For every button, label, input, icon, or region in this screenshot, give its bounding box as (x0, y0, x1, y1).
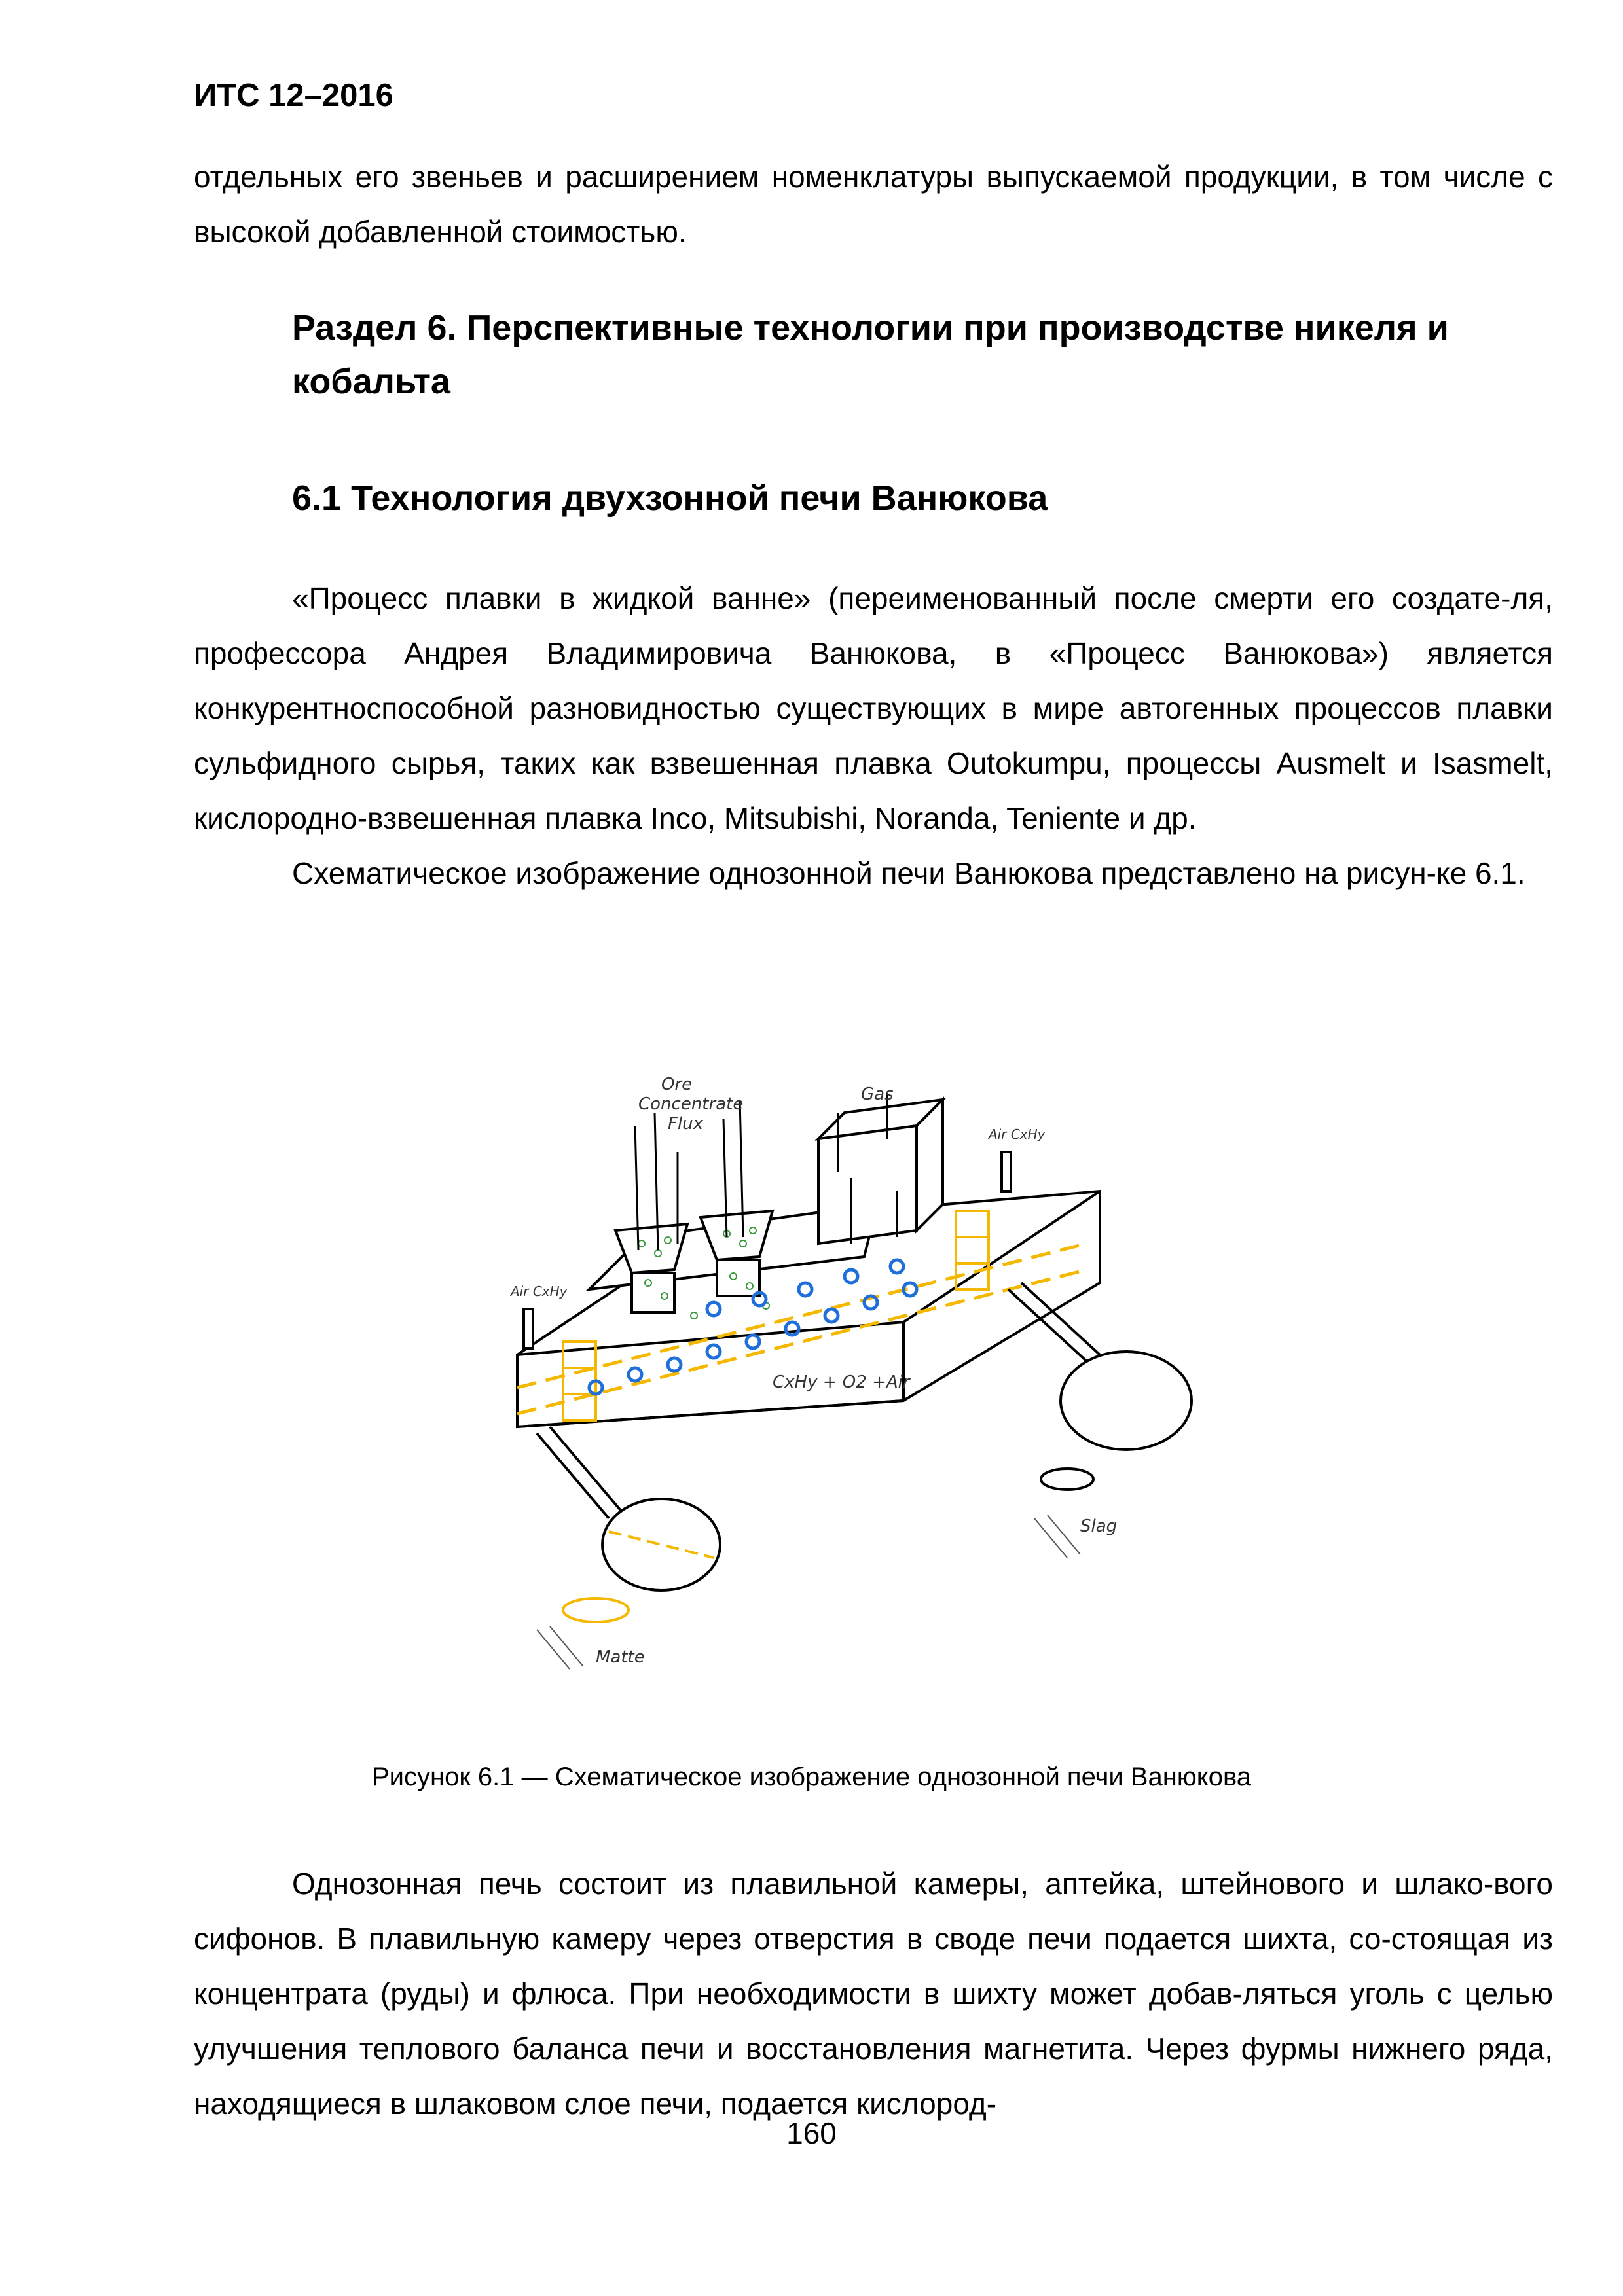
document-code-header: ИТС 12–2016 (194, 78, 393, 113)
label-air-fuel-right: Air CxHy (989, 1126, 1046, 1142)
furnace-schematic-figure (498, 1008, 1244, 1721)
paragraph-furnace-structure: Однозонная печь состоит из плавильной камеры, аптейка, штейнового и шлако-вого сифонов. В плавильную камеру через отверстия в своде печи подается шихта, со-стоящая из концентрата (руды) и флюса. При необходимости в шихту может добав-ляться уголь с целью улучшения теплового баланса печи и восстановления магнетита. Через фурмы нижнего ряда, находящиеся в шлаковом слое печи, подается кислород- (194, 1867, 1553, 2121)
label-gas: Gas (861, 1085, 894, 1104)
slag-ladle (1041, 1352, 1192, 1490)
matte-ladle (563, 1499, 720, 1622)
figure-caption: Рисунок 6.1 — Схематическое изображение однозонной печи Ванюкова (371, 1763, 1252, 1791)
label-flux: Flux (668, 1114, 704, 1134)
label-concentrate: Concentrate (638, 1094, 744, 1114)
label-slag: Slag (1080, 1516, 1118, 1536)
label-matte: Matte (596, 1647, 645, 1667)
subsection-title: 6.1 Технология двухзонной печи Ванюкова (292, 478, 1048, 518)
intro-paragraph: отдельных его звеньев и расширением номенклатуры выпускаемой продукции, в том числе с высокой добавленной стоимостью. (194, 160, 1553, 249)
label-tuyere-formula: CxHy + O2 +Air (773, 1372, 910, 1392)
page-number: 160 (786, 2116, 837, 2150)
section-title: Раздел 6. Перспективные технологии при производстве никеля и кобальта (292, 308, 1449, 401)
paragraph-process-description: «Процесс плавки в жидкой ванне» (переименованный после смерти его создате-ля, профессора Андрея Владимировича Ванюкова, в «Процесс Ванюкова») является конкурентноспособной разновидностью существующих в мире автогенных процессов плавки сульфидного сырья, таких как взвешенная плавка Outokumpu, процессы Ausmelt и Isasmelt, кислородно-взвешенная плавка Inco, Mitsubishi, Noranda, Teniente и др. (194, 581, 1553, 835)
label-ore: Ore (661, 1075, 693, 1094)
label-air-fuel-left: Air CxHy (511, 1283, 568, 1299)
paragraph-figure-reference: Схематическое изображение однозонной печи Ванюкова представлено на рисун-ке 6.1. (292, 856, 1525, 890)
